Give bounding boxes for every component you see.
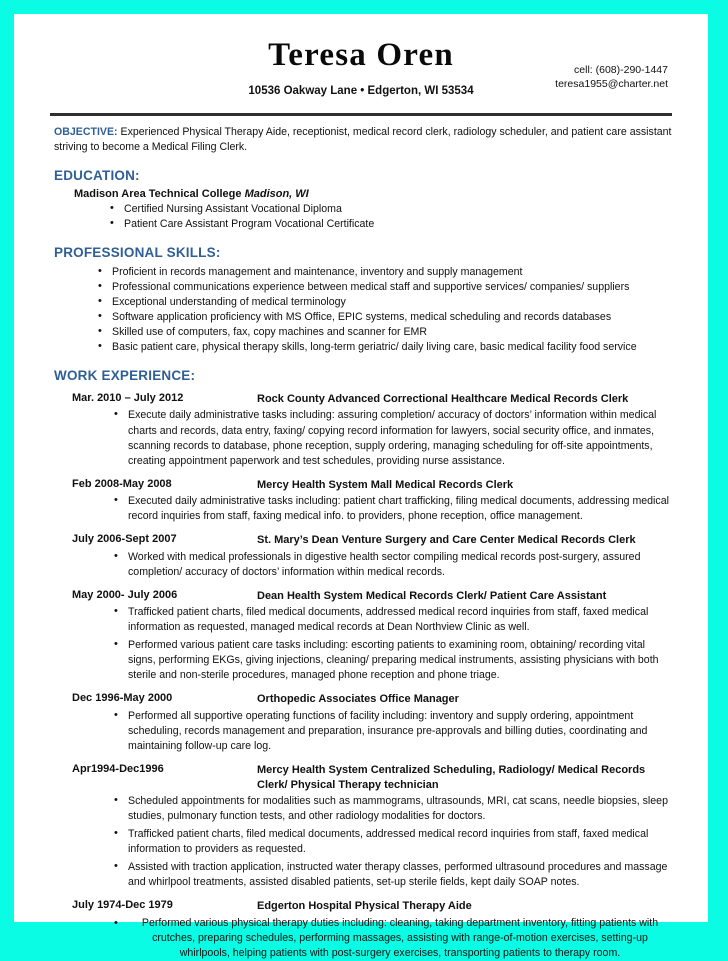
job-header bbox=[72, 763, 672, 792]
work-experience-entry bbox=[50, 392, 672, 469]
objective-text: Experienced Physical Therapy Aide, receptionist, medical record clerk, radiology scheduler, and patient care assistant striving to become a Medical Filing Clerk. bbox=[54, 125, 672, 153]
education-list bbox=[108, 202, 672, 232]
job-dates: July 1974-Dec 1979 bbox=[72, 899, 173, 912]
candidate-name: Teresa Oren bbox=[268, 37, 454, 73]
job-dates: May 2000- July 2006 bbox=[72, 588, 178, 601]
job-header bbox=[72, 478, 672, 493]
job-title: Orthopedic Associates Office Manager bbox=[257, 693, 459, 706]
school-location: Madison, WI bbox=[244, 187, 309, 200]
job-dates: Feb 2008-May 2008 bbox=[72, 477, 172, 490]
list-item: • Certified Nursing Assistant Vocational Diploma bbox=[108, 202, 672, 217]
list-item: • Performed various physical therapy duties including: cleaning, taking department inventory, fitting patients with crutches, preparing schedules, performing massages, assisting with range-of-motion exercises, setting-up whirlpools, helping patients with post-surgery exercises, transporting patients to therapy room. bbox=[112, 916, 672, 961]
resume-document bbox=[14, 14, 708, 961]
list-item: • Exceptional understanding of medical terminology bbox=[96, 295, 672, 310]
skills-heading: PROFESSIONAL SKILLS: bbox=[54, 244, 221, 260]
work-experience-list bbox=[50, 392, 672, 961]
work-experience-entry bbox=[50, 589, 672, 684]
skills-list bbox=[96, 265, 672, 355]
list-item: • Patient Care Assistant Program Vocational Certificate bbox=[108, 217, 672, 232]
resume-page bbox=[14, 14, 708, 959]
candidate-email: teresa1955@charter.net bbox=[555, 78, 668, 91]
work-experience-entry bbox=[50, 763, 672, 890]
job-header bbox=[72, 692, 672, 707]
job-header bbox=[72, 392, 672, 407]
list-item: • Worked with medical professionals in digestive health sector compiling medical records post-surgery, assured completion/ accuracy of doctors’ information within medical records. bbox=[112, 550, 672, 580]
list-item: • Performed all supportive operating functions of facility including: inventory and supply ordering, appointment scheduling, records management and preparation, insurance pre-approvals and billing duties, coordinating and maintaining follow-up care log. bbox=[112, 709, 672, 754]
list-item: • Software application proficiency with MS Office, EPIC systems, medical scheduling and records databases bbox=[96, 310, 672, 325]
job-duties-list bbox=[112, 709, 672, 754]
job-dates: July 2006-Sept 2007 bbox=[72, 533, 177, 546]
work-heading: WORK EXPERIENCE: bbox=[54, 367, 196, 383]
contact-row bbox=[50, 63, 672, 105]
job-duties-list bbox=[112, 916, 672, 961]
work-experience-entry bbox=[50, 533, 672, 580]
job-title: Edgerton Hospital Physical Therapy Aide bbox=[257, 900, 472, 913]
education-heading: EDUCATION: bbox=[54, 167, 140, 183]
list-item: • Execute daily administrative tasks including: assuring completion/ accuracy of doctors’ information within medical charts and records, data entry, faxing/ copying record information for lawyers, social security office, and inmates, scanning records to database, phone reception, supply ordering, managing scheduling for off-site appointments, creating appointment paperwork and test schedules, providing nurse assistance. bbox=[112, 408, 672, 468]
job-dates: Mar. 2010 – July 2012 bbox=[72, 391, 184, 404]
header-divider bbox=[50, 113, 672, 116]
objective-label: OBJECTIVE: bbox=[54, 125, 118, 138]
job-title: Dean Health System Medical Records Clerk/ Patient Care Assistant bbox=[257, 589, 607, 602]
school-title: Madison Area Technical College bbox=[74, 187, 242, 200]
job-duties-list bbox=[112, 408, 672, 468]
objective-section bbox=[54, 125, 672, 155]
job-title: Rock County Advanced Correctional Healthcare Medical Records Clerk bbox=[257, 392, 629, 405]
job-duties-list bbox=[112, 605, 672, 683]
contact-details bbox=[555, 63, 668, 92]
job-dates: Apr1994-Dec1996 bbox=[72, 763, 164, 776]
job-header bbox=[72, 533, 672, 548]
job-title: Mercy Health System Centralized Scheduling, Radiology/ Medical Records Clerk/ Physical Therapy technician bbox=[257, 764, 646, 791]
job-title: Mercy Health System Mall Medical Records Clerk bbox=[257, 478, 514, 491]
work-experience-entry bbox=[50, 899, 672, 961]
candidate-address: 10536 Oakway Lane • Edgerton, WI 53534 bbox=[248, 84, 474, 97]
job-title: St. Mary’s Dean Venture Surgery and Care Center Medical Records Clerk bbox=[257, 534, 636, 547]
list-item: • Assisted with traction application, instructed water therapy classes, performed ultrasound procedures and massage and whirlpool treatments, assisted disabled patients, set-up sterile fields, kept daily SOAP notes. bbox=[112, 860, 672, 890]
list-item: • Scheduled appointments for modalities such as mammograms, ultrasounds, MRI, cat scans, needle biopsies, sleep studies, pulmonary function tests, and other radiology modalities for doctors. bbox=[112, 794, 672, 824]
list-item: • Basic patient care, physical therapy skills, long-term geriatric/ daily living care, basic medical facility food service bbox=[96, 340, 672, 355]
job-duties-list bbox=[112, 494, 672, 524]
list-item: • Executed daily administrative tasks including: patient chart trafficking, filing medical documents, addressing medical record inquiries from staff, faxing medical info. to providers, phone reception, office management. bbox=[112, 494, 672, 524]
list-item: • Trafficked patient charts, filed medical documents, addressed medical record inquiries from staff, faxed medical information as requested, managed medical records at Dean Northview Clinic as well. bbox=[112, 605, 672, 635]
candidate-phone: cell: (608)-290-1447 bbox=[574, 63, 668, 76]
job-header bbox=[72, 589, 672, 604]
job-duties-list bbox=[112, 794, 672, 890]
list-item: • Professional communications experience between medical staff and supportive services/ companies/ suppliers bbox=[96, 280, 672, 295]
job-header bbox=[72, 899, 672, 914]
job-dates: Dec 1996-May 2000 bbox=[72, 692, 173, 705]
list-item: • Trafficked patient charts, filed medical documents, addressed medical record inquiries from staff, faxed medical information to providers as requested. bbox=[112, 827, 672, 857]
work-experience-entry bbox=[50, 692, 672, 754]
list-item: • Proficient in records management and maintenance, inventory and supply management bbox=[96, 265, 672, 280]
list-item: • Performed various patient care tasks including: escorting patients to examining room, obtaining/ recording vital signs, performing EKGs, giving injections, cleaning/ preparing medical instruments, assisting physicians with both sterile and non-sterile procedures, managed phone reception and phone triage. bbox=[112, 638, 672, 683]
school-name bbox=[74, 188, 672, 200]
job-duties-list bbox=[112, 550, 672, 580]
work-experience-entry bbox=[50, 478, 672, 525]
list-item: • Skilled use of computers, fax, copy machines and scanner for EMR bbox=[96, 325, 672, 340]
